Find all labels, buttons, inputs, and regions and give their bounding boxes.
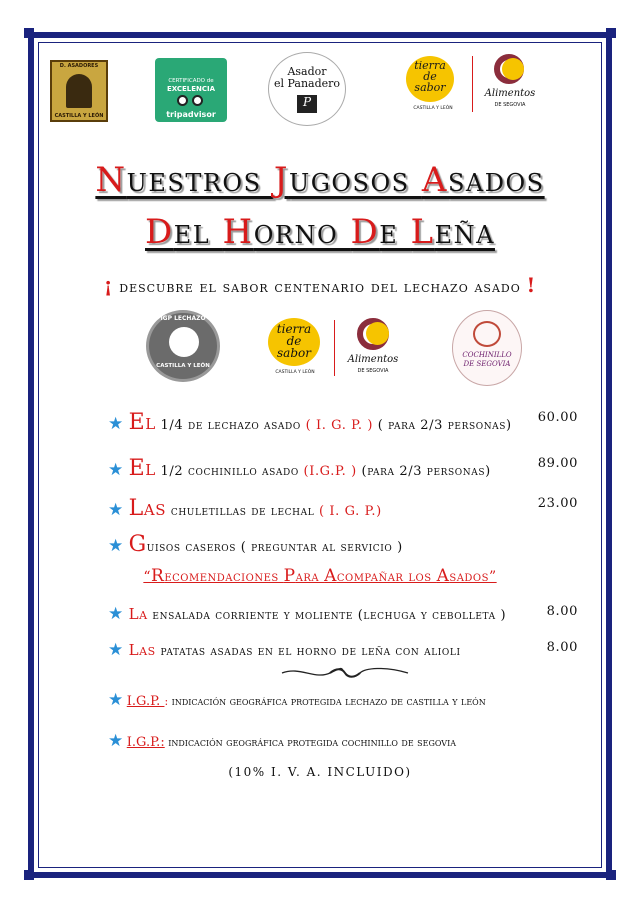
star-icon: ★: [108, 604, 124, 624]
alimentos-de-segovia-logo-2: Alimentos DE SEGOVIA: [342, 316, 404, 382]
logo-divider: [334, 320, 335, 376]
price: 8.00: [546, 640, 578, 655]
recommendation-ensalada: ★ La ensalada corriente y moliente (lechuga y cebolleta ) 8.00: [108, 604, 578, 624]
title-word: ara: [295, 569, 325, 585]
title-line-2: [0, 212, 640, 252]
price: 23.00: [537, 496, 578, 511]
menu-item-guisos: ★ Guisos caseros ( preguntar al servicio ): [108, 532, 403, 557]
star-icon: ★: [108, 731, 124, 751]
menu-item-cochinillo: ★ El 1/2 cochinillo asado (I.G.P. ) (para 2/3 personas) 89.00: [108, 456, 578, 481]
title-word: sados”: [449, 569, 497, 585]
title-word: uestros: [126, 160, 274, 200]
title-line-1: [0, 160, 640, 200]
title-initial: H: [222, 212, 254, 252]
title-word: orno: [253, 212, 351, 252]
asador-el-panadero-logo: Asador el Panadero P: [268, 52, 346, 126]
asadores-logo: D. ASADORES CASTILLA Y LEÓN: [50, 60, 108, 122]
subtitle: ¡ descubre el sabor centenario del lechazo asado !: [103, 273, 537, 297]
flourish-divider: [280, 664, 410, 682]
price: 60.00: [537, 410, 578, 425]
recommendations-title: [0, 566, 640, 586]
title-word: sados: [447, 160, 545, 200]
title-initial: A: [324, 566, 337, 586]
title-initial: P: [283, 566, 296, 586]
title-initial: A: [436, 566, 450, 586]
igp-lechazo-logo: IGP LECHAZO CASTILLA Y LEÓN: [146, 310, 220, 382]
title-initial: D: [350, 212, 380, 252]
title-initial: N: [95, 160, 127, 200]
iva-note: (10% I. V. A. INCLUIDO): [228, 765, 412, 779]
logo-divider: [472, 56, 473, 112]
corner-ornament: [606, 870, 616, 880]
price: 8.00: [546, 604, 578, 619]
star-icon: ★: [108, 460, 124, 480]
star-icon: ★: [108, 536, 124, 556]
title-initial: D: [145, 212, 174, 252]
title-word: compañar los: [336, 569, 437, 585]
corner-ornament: [606, 28, 616, 38]
alimentos-de-segovia-logo: Alimentos DE SEGOVIA: [480, 52, 540, 116]
title-initial: J: [273, 160, 289, 200]
menu-item-lechazo: ★ El 1/4 de lechazo asado ( I. G. P. ) ( para 2/3 personas) 60.00: [108, 410, 578, 435]
quote-mark: “: [143, 569, 152, 585]
star-icon: ★: [108, 500, 124, 520]
recommendation-patatas: ★ Las patatas asadas en el horno de leña con alioli 8.00: [108, 640, 578, 660]
title-word: e: [379, 212, 411, 252]
title-initial: A: [421, 160, 448, 200]
corner-ornament: [24, 870, 34, 880]
title-initial: L: [410, 212, 435, 252]
price: 89.00: [537, 456, 578, 471]
title-initial: R: [151, 566, 165, 586]
star-icon: ★: [108, 690, 124, 710]
star-icon: ★: [108, 640, 124, 660]
tierra-de-sabor-logo-2: tierra de sabor CASTILLA Y LEÓN: [264, 316, 326, 382]
note-igp-cochinillo: ★ I.G.P.: indicación geográfica protegida cochinillo de segovia: [108, 731, 457, 751]
title-word: ecomendaciones: [164, 569, 284, 585]
tripadvisor-certificate-logo: CERTIFICADO de EXCELENCIA tripadvisor: [155, 58, 227, 122]
igp-cochinillo-de-segovia-logo: COCHINILLO DE SEGOVIA: [452, 310, 522, 386]
title-word: el: [173, 212, 223, 252]
logo-row: [48, 52, 593, 127]
star-icon: ★: [108, 414, 124, 434]
corner-ornament: [24, 28, 34, 38]
menu-item-chuletillas: ★ Las chuletillas de lechal ( I. G. P.) 23.00: [108, 496, 578, 521]
tierra-de-sabor-logo: tierra de sabor CASTILLA Y LEÓN: [404, 52, 462, 116]
note-igp-lechazo: ★ I.G.P. : indicación geográfica protegida lechazo de castilla y león: [108, 690, 486, 710]
title-word: ugosos: [288, 160, 422, 200]
title-word: eña: [434, 212, 495, 252]
